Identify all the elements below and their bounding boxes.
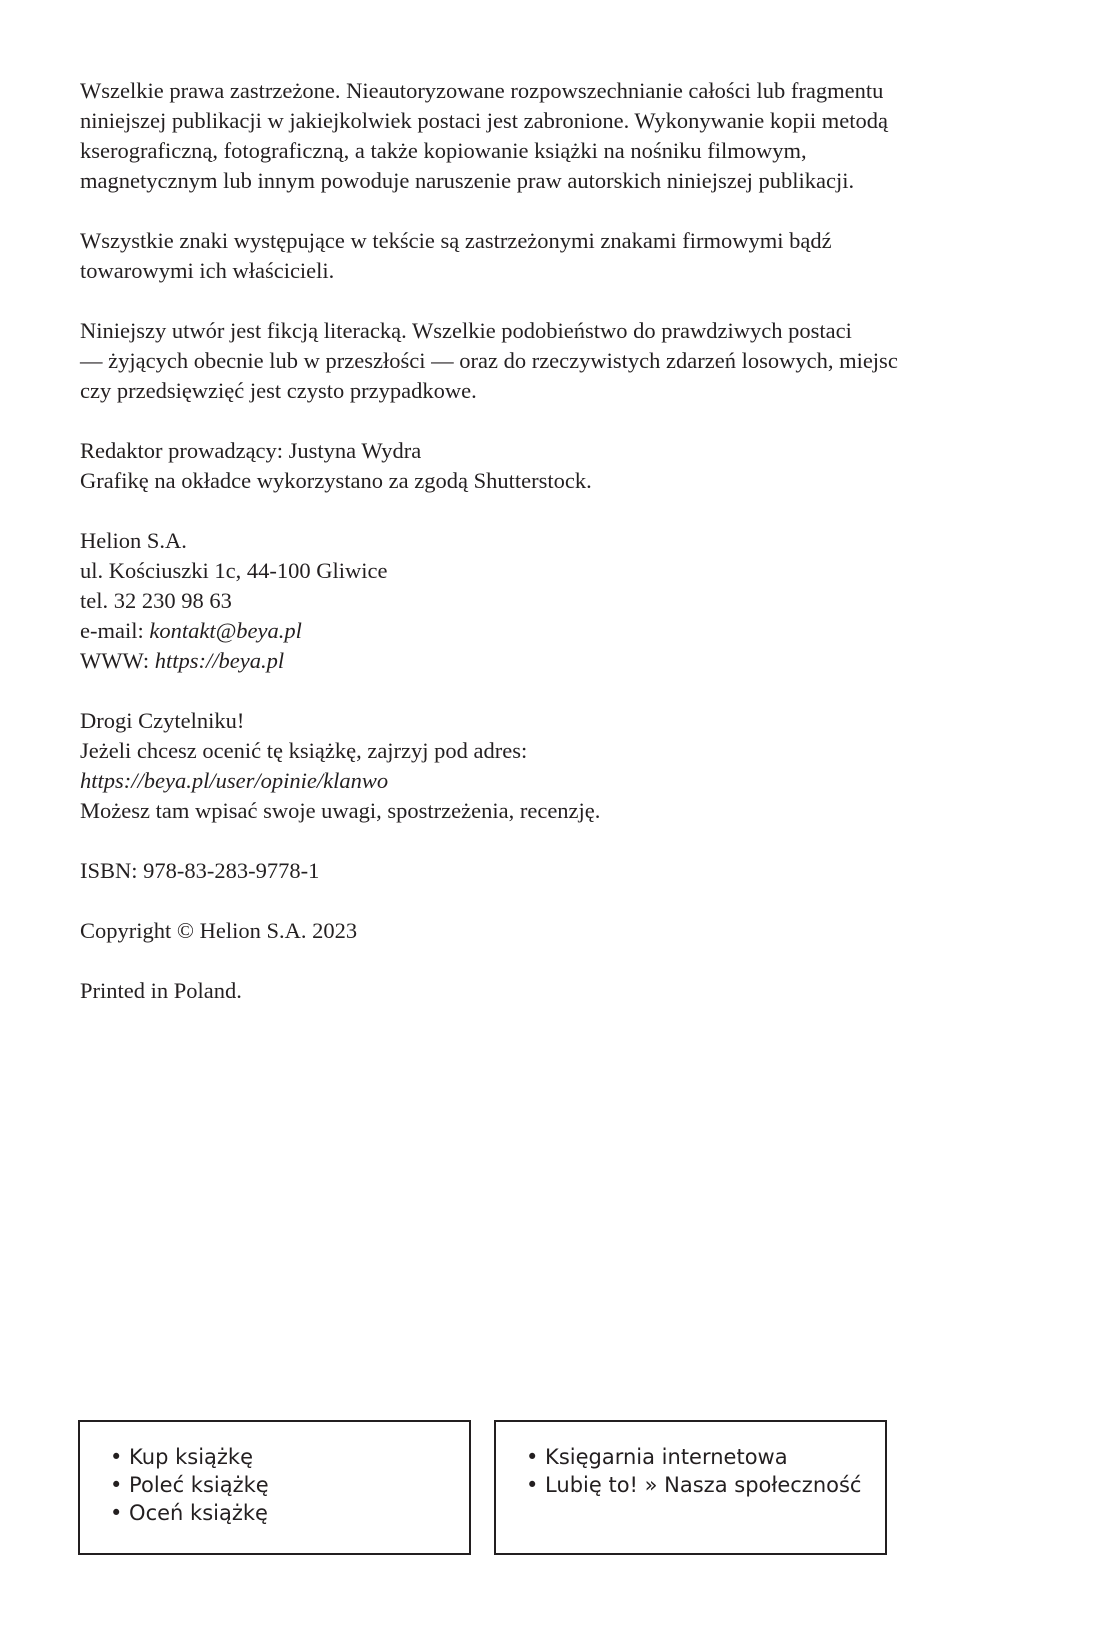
fiction-line: — żyjących obecnie lub w przeszłości — oraz do rzeczywistych zdarzeń losowych, miejsc — [80, 348, 898, 373]
buy-book-link[interactable]: • Kup książkę — [110, 1445, 254, 1469]
rights-line: magnetycznym lub innym powoduje naruszenie praw autorskich niniejszej publikacji. — [80, 168, 855, 193]
trademarks-paragraph — [80, 226, 1040, 286]
online-bookstore-link[interactable]: • Księgarnia internetowa — [526, 1445, 788, 1469]
rights-line: Wszelkie prawa zastrzeżone. Nieautoryzowane rozpowszechnianie całości lub fragmentu — [80, 78, 884, 103]
isbn-line: ISBN: 978-83-283-9778-1 — [80, 858, 320, 883]
publisher-name: Helion S.A. — [80, 528, 187, 553]
publisher-address: ul. Kościuszki 1c, 44-100 Gliwice — [80, 558, 388, 583]
cover-credit: Grafikę na okładce wykorzystano za zgodą Shutterstock. — [80, 468, 592, 493]
book-actions-box — [78, 1420, 471, 1555]
reader-invite: Jeżeli chcesz ocenić tę książkę, zajrzyj pod adres: — [80, 738, 528, 763]
rights-line: kserograficzną, fotograficzną, a także kopiowanie książki na nośniku filmowym, — [80, 138, 807, 163]
fiction-paragraph — [80, 316, 1040, 406]
fiction-line: Niniejszy utwór jest fikcją literacką. Wszelkie podobieństwo do prawdziwych postaci — [80, 318, 852, 343]
publisher-www-row — [80, 646, 1040, 676]
community-link[interactable]: • Lubię to! » Nasza społeczność — [526, 1473, 862, 1497]
printed-line: Printed in Poland. — [80, 978, 242, 1003]
fiction-line: czy przedsięwzięć jest czysto przypadkowe. — [80, 378, 477, 403]
reader-greeting: Drogi Czytelniku! — [80, 708, 245, 733]
www-label: WWW: — [80, 648, 155, 673]
publisher-phone: tel. 32 230 98 63 — [80, 588, 232, 613]
publisher-email-row — [80, 616, 1040, 646]
copyright-page-body — [80, 76, 1040, 1036]
trademarks-line: towarowymi ich właścicieli. — [80, 258, 335, 283]
reader-block — [80, 706, 1040, 826]
recommend-book-link[interactable]: • Poleć książkę — [110, 1473, 269, 1497]
rate-book-link[interactable]: • Oceń książkę — [110, 1501, 268, 1525]
copyright-line: Copyright © Helion S.A. 2023 — [80, 918, 358, 943]
email-label: e-mail: — [80, 618, 150, 643]
editor-credit: Redaktor prowadzący: Justyna Wydra — [80, 438, 422, 463]
www-link[interactable]: https://beya.pl — [154, 648, 285, 673]
trademarks-line: Wszystkie znaki występujące w tekście są zastrzeżonymi znakami firmowymi bądź — [80, 228, 832, 253]
publisher-block — [80, 526, 1040, 676]
rights-paragraph — [80, 76, 1040, 196]
rights-line: niniejszej publikacji w jakiejkolwiek postaci jest zabronione. Wykonywanie kopii metodą — [80, 108, 889, 133]
community-links-box — [494, 1420, 887, 1555]
opinion-url-link[interactable]: https://beya.pl/user/opinie/klanwo — [80, 768, 389, 793]
email-link[interactable]: kontakt@beya.pl — [149, 618, 302, 643]
credits-paragraph — [80, 436, 1040, 496]
reader-note: Możesz tam wpisać swoje uwagi, spostrzeżenia, recenzję. — [80, 798, 601, 823]
